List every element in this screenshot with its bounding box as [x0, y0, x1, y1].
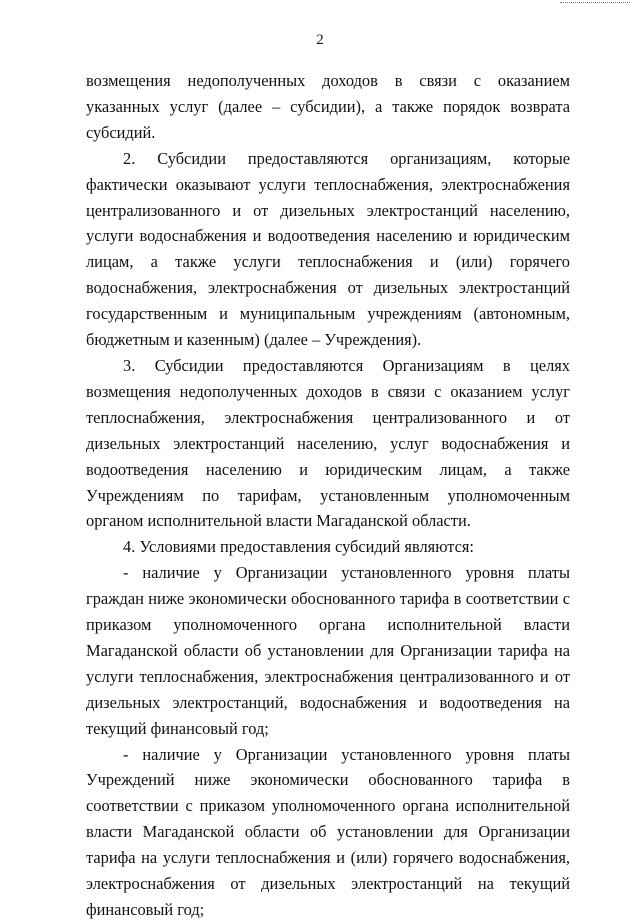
paragraph-item-2: 2. Субсидии предоставляются организациям, которые фактически оказывают услуги теплоснабжения, электроснабжения централизованного и от дизельных электростанций населению, услуги водоснабжения и водоотведения населению и юридическим лицам, а также услуги теплоснабжения и (или) горячего водоснабжения, электроснабжения от дизельных электростанций государственным и муниципальным учреждениям (автономным, бюджетным и казенным) (далее – Учреждения). — [86, 148, 570, 350]
paragraph-item-4: 4. Условиями предоставления субсидий являются: — [123, 537, 474, 557]
condition-item-institutions: - наличие у Организации установленного уровня платы Учреждений ниже экономически обоснованного тарифа в соответствии с приказом уполномоченного органа исполнительной власти Магаданской области об установлении для Организации тарифа на услуги теплоснабжения и (или) горячего водоснабжения, электроснабжения от дизельных электростанций на текущий финансовый год; — [86, 744, 570, 919]
condition-item-citizens: - наличие у Организации установленного уровня платы граждан ниже экономически обоснованного тарифа в соответствии с приказом уполномоченного органа исполнительной власти Магаданской области об установлении для Организации тарифа на услуги теплоснабжения, электроснабжения централизованного и от дизельных электростанций, водоснабжения и водоотведения на текущий финансовый год; — [86, 563, 570, 738]
paragraph-continuation: возмещения недополученных доходов в связи с оказанием указанных услуг (далее – субсидии), а также порядок возврата субсидий. — [86, 71, 570, 142]
page-number: 2 — [316, 32, 324, 48]
scan-edge-mark — [560, 2, 630, 3]
document-body — [86, 68, 570, 923]
paragraph-item-3: 3. Субсидии предоставляются Организациям в целях возмещения недополученных доходов в связи с оказанием услуг теплоснабжения, электроснабжения централизованного и от дизельных электростанций населению, услуг водоснабжения и водоотведения населению и юридическим лицам, а также Учреждениям по тарифам, установленным уполномоченным органом исполнительной власти Магаданской области. — [86, 355, 570, 531]
